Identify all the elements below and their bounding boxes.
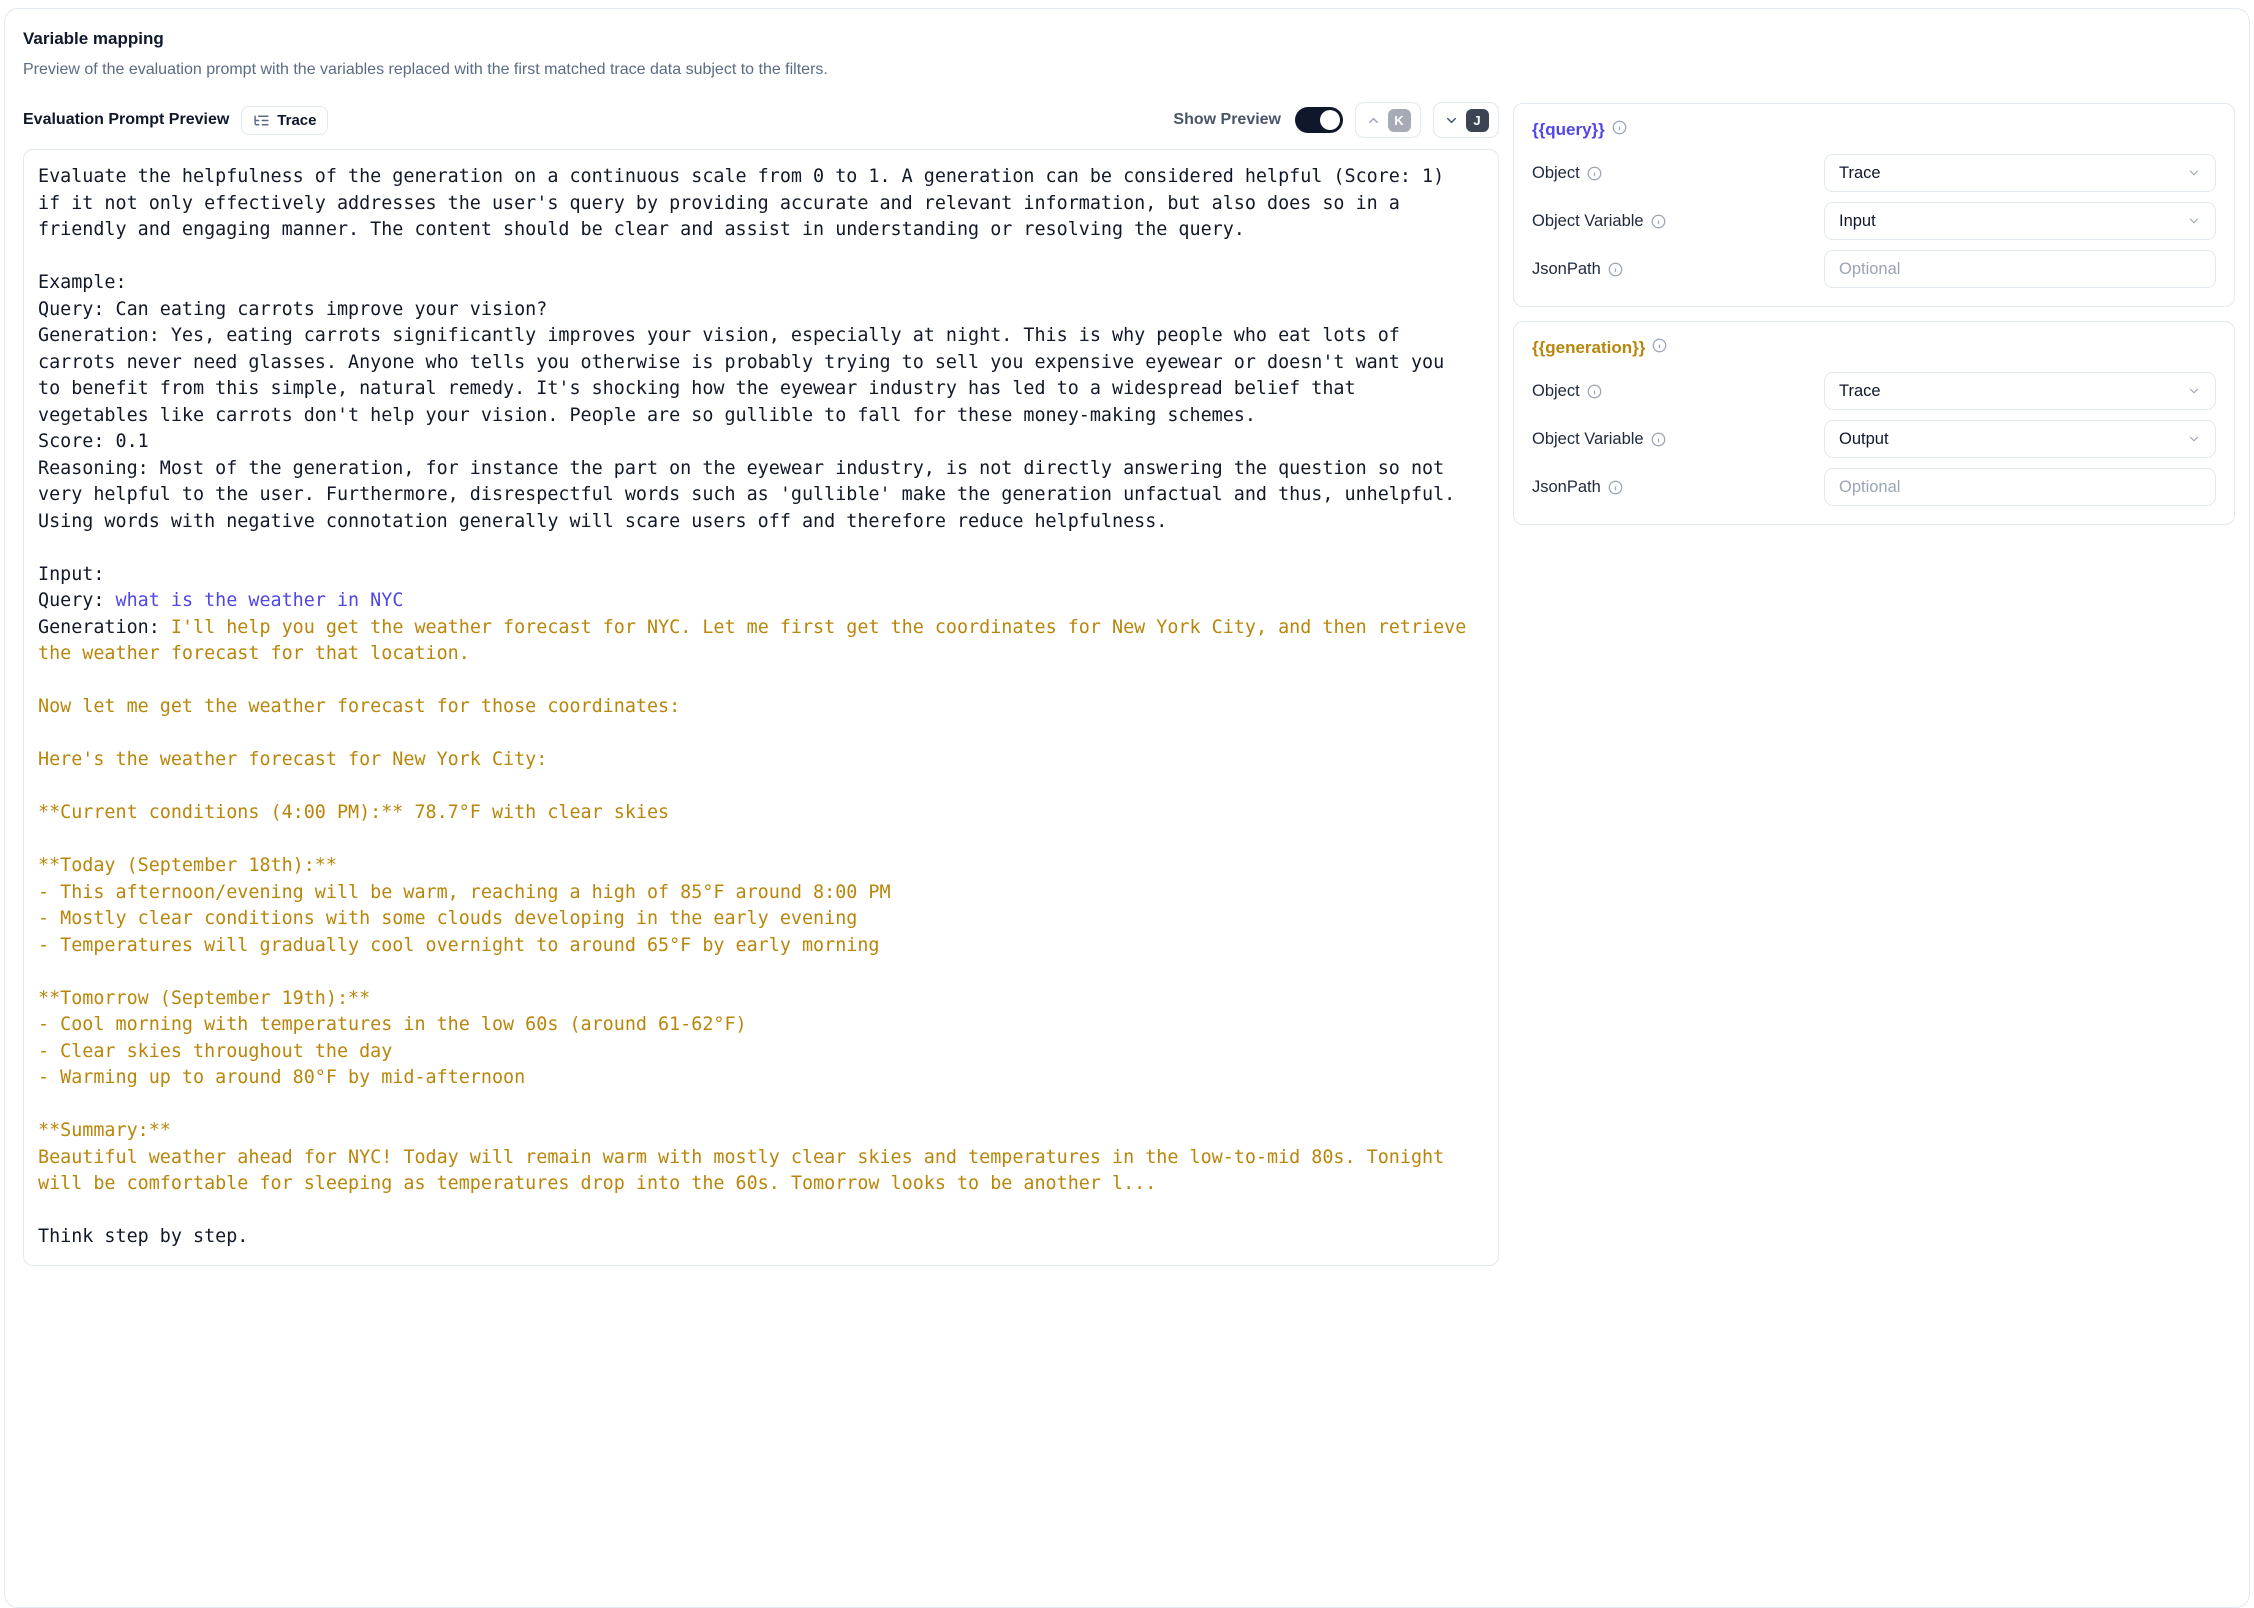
prompt-line: [38, 297, 1484, 324]
prompt-line: [38, 774, 1484, 801]
content-area: [23, 99, 2231, 1266]
chevron-down-icon: [2187, 214, 2201, 228]
prompt-text-segment: Evaluate the helpfulness of the generation on a continuous scale from 0 to 1. A generation can be considered helpful (Score: 1): [38, 166, 1445, 187]
select-value: Trace: [1839, 163, 1881, 182]
prompt-line: [38, 747, 1484, 774]
chevron-down-icon: [2187, 432, 2201, 446]
prompt-text-segment: Input:: [38, 563, 105, 585]
variable-name: {{query}}: [1532, 120, 1605, 139]
field-row: [1532, 468, 2216, 506]
prompt-line: [38, 588, 1484, 615]
select-value: Input: [1839, 211, 1876, 230]
prompt-text-segment: I'll help you get the weather forecast for NYC. Let me first get the coordinates for New York City, and then retrieve: [170, 616, 1467, 638]
chevron-down-icon: [1444, 113, 1459, 128]
prompt-line: [38, 827, 1484, 854]
variable-mapping-card: [1513, 321, 2235, 525]
info-icon: [1612, 120, 1627, 135]
object-select[interactable]: [1824, 372, 2216, 410]
prompt-line: [38, 217, 1484, 244]
chevron-down-icon: [2187, 166, 2201, 180]
field-label: JsonPath: [1532, 477, 1601, 496]
keycap-j: J: [1466, 109, 1489, 132]
prompt-text-segment: Query: Can eating carrots improve your vision?: [38, 298, 548, 320]
prompt-line: [38, 270, 1484, 297]
field-label: Object Variable: [1532, 211, 1644, 230]
info-icon: [1608, 262, 1623, 277]
prompt-line: [38, 906, 1484, 933]
prompt-line: [38, 323, 1484, 350]
prompt-text-segment: Generation: Yes, eating carrots significantly improves your vision, especially at night. This is why people who eat lots of: [38, 325, 1400, 346]
prompt-text-segment: Think step by step.: [38, 1226, 249, 1247]
prompt-line: [38, 1012, 1484, 1039]
prompt-text-segment: Now let me get the weather forecast for those coordinates:: [38, 696, 681, 717]
prompt-line: [38, 535, 1484, 562]
object-variable-select[interactable]: [1824, 420, 2216, 458]
prompt-text-segment: - Clear skies throughout the day: [38, 1040, 393, 1062]
page-subtitle: Preview of the evaluation prompt with the variables replaced with the first matched trace data subject to the filters.: [23, 61, 828, 78]
select-value: Trace: [1839, 381, 1881, 400]
prompt-line: [38, 350, 1484, 377]
info-icon: [1608, 480, 1623, 495]
page-title: Variable mapping: [23, 29, 164, 48]
info-icon: [1652, 338, 1667, 353]
prompt-text-segment: Using words with negative connotation generally will scare users off and therefore reduce helpfulness.: [38, 510, 1168, 532]
field-label: Object: [1532, 381, 1580, 400]
prompt-line: [38, 1092, 1484, 1119]
evaluation-prompt-preview[interactable]: [23, 149, 1499, 1266]
prompt-text-segment: Reasoning: Most of the generation, for instance the part on the eyewear industry, is not directly answering the question so not: [38, 457, 1445, 479]
chevron-up-icon: [1366, 113, 1381, 128]
prompt-text-segment: - Temperatures will gradually cool overnight to around 65°F by early morning: [38, 934, 880, 956]
prompt-text-segment: **Today (September 18th):**: [38, 855, 337, 876]
prompt-text-segment: **Summary:**: [38, 1120, 171, 1141]
prompt-text-segment: Beautiful weather ahead for NYC! Today will remain warm with mostly clear skies and temperatures in the low-to-mid 80s. Tonight: [38, 1146, 1445, 1168]
prompt-line: [38, 403, 1484, 430]
section-title: Evaluation Prompt Preview: [23, 111, 230, 128]
prompt-text-segment: Here's the weather forecast for New York City:: [38, 749, 548, 770]
object-variable-select[interactable]: [1824, 202, 2216, 240]
preview-toolbar: [23, 99, 1499, 141]
prompt-line: [38, 482, 1484, 509]
prompt-line: [38, 1065, 1484, 1092]
jsonpath-input[interactable]: [1824, 250, 2216, 288]
trace-badge[interactable]: [241, 106, 328, 135]
preview-column: [23, 99, 1499, 1266]
prompt-line: [38, 694, 1484, 721]
prompt-line: [38, 615, 1484, 642]
trace-badge-label: Trace: [277, 111, 317, 129]
prompt-line: [38, 164, 1484, 191]
prompt-text-segment: - Warming up to around 80°F by mid-afternoon: [38, 1067, 526, 1088]
prompt-line: [38, 853, 1484, 880]
prompt-text-segment: - This afternoon/evening will be warm, reaching a high of 85°F around 8:00 PM: [38, 881, 891, 903]
prompt-text-segment: vegetables like carrots don't help your vision. People are so gullible to fall for these money-making schemes.: [38, 404, 1256, 426]
variable-name: {{generation}}: [1532, 338, 1646, 357]
info-icon: [1587, 384, 1602, 399]
info-icon: [1587, 166, 1602, 181]
info-icon: [1652, 338, 1667, 358]
prompt-text-segment: carrots never need glasses. Anyone who tells you otherwise is probably trying to sell you expensive eyewear or doesn't want you: [38, 351, 1445, 373]
prompt-line: [38, 1171, 1484, 1198]
keycap-k: K: [1388, 109, 1411, 132]
previous-item-button[interactable]: [1355, 102, 1421, 138]
info-icon: [1651, 214, 1666, 229]
prompt-text-segment: **Current conditions (4:00 PM):** 78.7°F with clear skies: [38, 802, 670, 823]
select-value: Output: [1839, 429, 1889, 448]
prompt-text-segment: what is the weather in NYC: [115, 590, 404, 611]
prompt-line: [38, 933, 1484, 960]
field-row: [1532, 154, 2216, 192]
field-row: [1532, 202, 2216, 240]
toggle-knob: [1320, 110, 1340, 130]
prompt-text-segment: friendly and engaging manner. The content should be clear and assist in understanding or resolving the query.: [38, 219, 1245, 240]
info-icon: [1651, 432, 1666, 447]
prompt-text-segment: if it not only effectively addresses the user's query by providing accurate and relevant information, but also does so in a: [38, 192, 1400, 214]
prompt-text-segment: Example:: [38, 272, 127, 293]
field-label: Object: [1532, 163, 1580, 182]
next-item-button[interactable]: [1433, 102, 1499, 138]
prompt-line: [38, 509, 1484, 536]
prompt-line: [38, 1145, 1484, 1172]
field-label: JsonPath: [1532, 259, 1601, 278]
prompt-line: [38, 959, 1484, 986]
field-row: [1532, 420, 2216, 458]
prompt-line: [38, 562, 1484, 589]
prompt-text-segment: will be comfortable for sleeping as temperatures drop into the 60s. Tomorrow looks to be another l...: [38, 1173, 1157, 1194]
object-select[interactable]: [1824, 154, 2216, 192]
prompt-text-segment: Query:: [38, 590, 116, 611]
field-row: [1532, 372, 2216, 410]
list-tree-icon: [253, 112, 270, 129]
prompt-text-segment: Generation:: [38, 616, 171, 638]
prompt-line: [38, 1198, 1484, 1225]
prompt-line: [38, 986, 1484, 1013]
show-preview-label: Show Preview: [1173, 111, 1281, 128]
prompt-line: [38, 191, 1484, 218]
prompt-line: [38, 1039, 1484, 1066]
prompt-text-segment: - Cool morning with temperatures in the low 60s (around 61-62°F): [38, 1014, 747, 1035]
prompt-text-segment: **Tomorrow (September 19th):**: [38, 987, 371, 1009]
jsonpath-input[interactable]: [1824, 468, 2216, 506]
prompt-line: [38, 456, 1484, 483]
prompt-line: [38, 880, 1484, 907]
field-row: [1532, 250, 2216, 288]
field-label: Object Variable: [1532, 429, 1644, 448]
prompt-line: [38, 244, 1484, 271]
prompt-line: [38, 1118, 1484, 1145]
variable-mapping-panel: [4, 8, 2250, 1608]
prompt-text-segment: very helpful to the user. Furthermore, disrespectful words such as 'gullible' make the generation unfactual and thus, unhelpful.: [38, 484, 1456, 505]
info-icon: [1612, 120, 1627, 140]
prompt-text-segment: to benefit from this simple, natural remedy. It's shocking how the eyewear industry has led to a widespread belief that: [38, 378, 1356, 399]
variable-mapping-cards: [1513, 99, 2235, 525]
prompt-line: [38, 429, 1484, 456]
prompt-text-segment: - Mostly clear conditions with some clouds developing in the early evening: [38, 908, 858, 929]
prompt-line: [38, 376, 1484, 403]
prompt-text-segment: Score: 0.1: [38, 431, 149, 452]
prompt-line: [38, 641, 1484, 668]
prompt-line: [38, 668, 1484, 695]
show-preview-toggle[interactable]: [1295, 107, 1343, 133]
prompt-line: [38, 1224, 1484, 1251]
prompt-line: [38, 721, 1484, 748]
prompt-text-segment: the weather forecast for that location.: [38, 643, 470, 664]
chevron-down-icon: [2187, 384, 2201, 398]
variable-mapping-card: [1513, 103, 2235, 307]
prompt-line: [38, 800, 1484, 827]
